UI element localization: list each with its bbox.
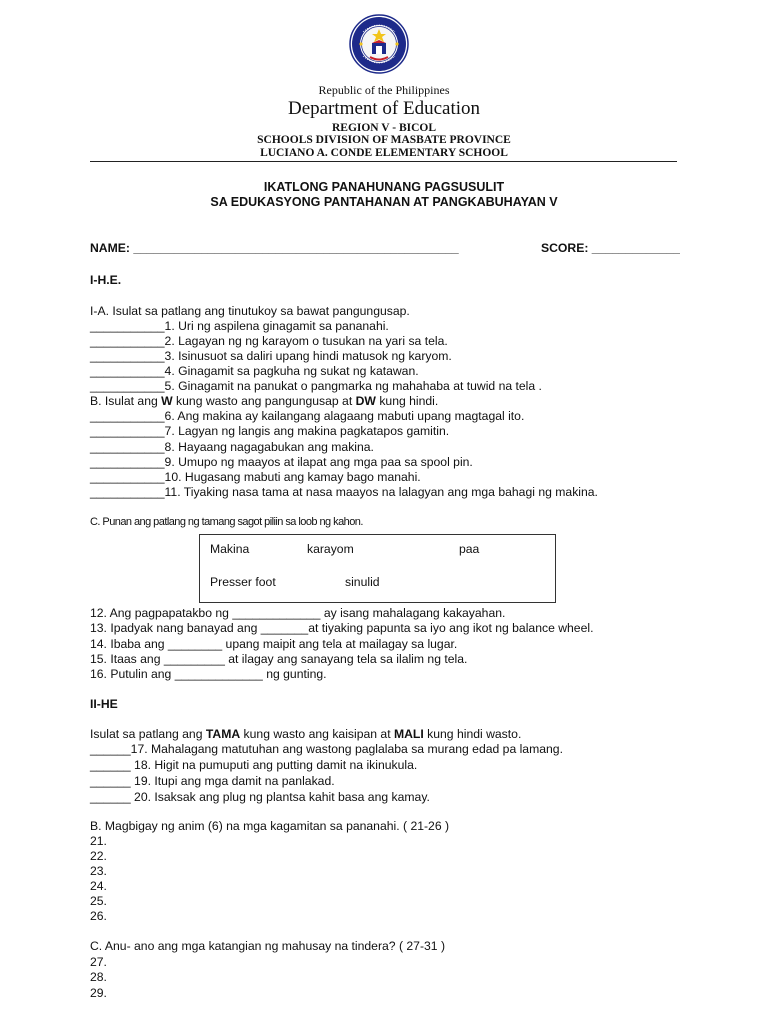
- word-choice: sinulid: [345, 575, 380, 589]
- question-item: 12. Ang pagpapatakbo ng _____________ ay isang mahalagang kakayahan.: [90, 606, 506, 620]
- school-line: LUCIANO A. CONDE ELEMENTARY SCHOOL: [260, 147, 508, 159]
- word-choice: paa: [459, 542, 480, 556]
- answer-number: 26.: [90, 909, 107, 923]
- part2-section-c-instruction: C. Anu- ano ang mga katangian ng mahusay na tindera? ( 27-31 ): [90, 939, 446, 953]
- exam-title-line2: SA EDUKASYONG PANTAHANAN AT PANGKABUHAYAN V: [210, 195, 558, 209]
- question-item: ___________3. Isinusuot sa daliri upang hindi matusok ng karyom.: [90, 349, 452, 363]
- question-item: ______ 19. Itupi ang mga damit na panlakad.: [90, 774, 335, 788]
- question-item: ___________6. Ang makina ay kailangang alagaang mabuti upang magtagal ito.: [90, 409, 525, 423]
- name-blank: ________________________________________________: [133, 241, 459, 255]
- word-choice-box: [199, 534, 556, 603]
- exam-title-line1: IKATLONG PANAHUNANG PAGSUSULIT: [263, 180, 505, 194]
- answer-number: 28.: [90, 970, 107, 984]
- score-label: SCORE:: [541, 241, 592, 255]
- section-b-instruction: B. Isulat ang W kung wasto ang pangungusap at DW kung hindi.: [90, 394, 439, 408]
- question-item: ___________2. Lagayan ng ng karayom o tusukan na yari sa tela.: [90, 334, 448, 348]
- question-item: 13. Ipadyak nang banayad ang _______at tiyaking papunta sa iyo ang ikot ng balance wheel.: [90, 621, 594, 635]
- region-line: REGION V - BICOL: [331, 122, 437, 134]
- answer-number: 27.: [90, 955, 107, 969]
- question-item: ___________8. Hayaang nagagabukan ang makina.: [90, 440, 374, 454]
- section-c-instruction: C. Punan ang patlang ng tamang sagot piliin sa loob ng kahon.: [90, 516, 363, 528]
- division-line: SCHOOLS DIVISION OF MASBATE PROVINCE: [257, 134, 511, 146]
- question-item: ___________10. Hugasang mabuti ang kamay bago manahi.: [90, 470, 421, 484]
- question-item: 15. Itaas ang _________ at ilagay ang sanayang tela sa ilalim ng tela.: [90, 652, 468, 666]
- part2-section-b-instruction: B. Magbigay ng anim (6) na mga kagamitan sa pananahi. ( 21-26 ): [90, 819, 450, 833]
- question-item: ___________7. Lagyan ng langis ang makina pagkatapos gamitin.: [90, 424, 450, 438]
- deped-seal-logo: [349, 12, 409, 80]
- name-field[interactable]: [90, 241, 459, 256]
- answer-number: 25.: [90, 894, 107, 908]
- answer-number: 23.: [90, 864, 107, 878]
- word-choice: Presser foot: [210, 575, 276, 589]
- score-blank: _____________: [591, 241, 680, 255]
- question-item: ___________4. Ginagamit sa pagkuha ng sukat ng katawan.: [90, 364, 419, 378]
- answer-number: 22.: [90, 849, 107, 863]
- question-item: ______ 18. Higit na pumuputi ang putting damit na ikinukula.: [90, 758, 418, 772]
- score-field[interactable]: [541, 241, 680, 256]
- answer-number: 29.: [90, 986, 107, 1000]
- question-item: ______ 20. Isaksak ang plug ng plantsa kahit basa ang kamay.: [90, 790, 430, 804]
- word-choice: karayom: [307, 542, 354, 556]
- part1-title: I-H.E.: [90, 273, 122, 287]
- answer-number: 21.: [90, 834, 107, 848]
- question-item: 16. Putulin ang _____________ ng gunting.: [90, 667, 327, 681]
- part2-instruction: Isulat sa patlang ang TAMA kung wasto ang kaisipan at MALI kung hindi wasto.: [90, 727, 522, 741]
- question-item: ______17. Mahalagang matutuhan ang wastong paglalaba sa murang edad pa lamang.: [90, 742, 563, 756]
- question-item: ___________9. Umupo ng maayos at ilapat ang mga paa sa spool pin.: [90, 455, 473, 469]
- department-name: Department of Education: [287, 98, 481, 119]
- question-item: ___________11. Tiyaking nasa tama at nasa maayos na lalagyan ang mga bahagi ng makina.: [90, 485, 598, 499]
- word-choice: Makina: [210, 542, 250, 556]
- question-item: ___________5. Ginagamit na panukat o pangmarka ng mahahaba at tuwid na tela .: [90, 379, 542, 393]
- republic-line: Republic of the Philippines: [318, 83, 450, 97]
- question-item: ___________1. Uri ng aspilena ginagamit sa pananahi.: [90, 319, 389, 333]
- part2-title: II-HE: [90, 697, 118, 711]
- answer-number: 24.: [90, 879, 107, 893]
- header-divider: [90, 161, 677, 162]
- question-item: 14. Ibaba ang ________ upang maipit ang tela at mailagay sa lugar.: [90, 637, 458, 651]
- section-a-instruction: I-A. Isulat sa patlang ang tinutukoy sa bawat pangungusap.: [90, 304, 410, 318]
- name-label: NAME:: [90, 241, 134, 255]
